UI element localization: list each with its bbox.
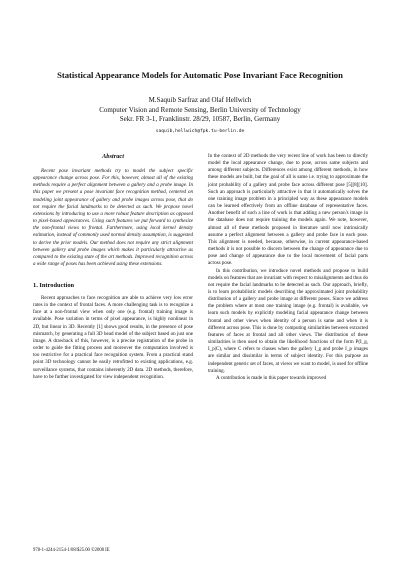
- affiliation-line-1: Computer Vision and Remote Sensing, Berlin University of Technology: [99, 105, 301, 114]
- intro-paragraph: Recent approaches to face recognition are able to achieve very low error rates in the context of frontal faces. A more challenging task is to recognize a face at a non-frontal view when only one (e.g. frontal) training image is available. Pose variation in terms of pixel appearance, is highly nonlinear in 2D, but linear in 3D. Recently [1] shows good results, in the presence of pose mismatch, by generating a full 3D head model of the subject based on just one image. A drawback of this, however, is a precise registration of the probe in order to guide the fitting process and moreover the computation involved is too restrictive for a practical face recognition system. From a practical stand point 3D technology cannot be easily retrofitted to existing applications, e.g. surveillance systems, that contains inherently 2D data. 2D methods, therefore, have to be further investigated for view independent recognition.: [33, 295, 193, 380]
- paper-title: Statistical Appearance Models for Automatic Pose Invariant Face Recognition: [57, 70, 343, 80]
- abstract-text: Recent pose invariant methods try to model the subject specific appearance change across pose. For this, however, almost all of the existing methods require a perfect alignment between a gallery and a probe image. In this paper we present a pose invariant face recognition method, centered on modeling joint appearance of gallery and probe images across pose, that do not require the facial landmarks to be detected as such. We propose novel extensions by introducing to use a more robust feature description as opposed to pixel-based appearances. Using such features we put forward to synthesize the non-frontal views to frontal. Furthermore, using local kernel density estimation, instead of commonly used normal density assumption, is suggested to derive the prior models. Our method does not require any strict alignment between gallery and probe images which makes it particularly attractive as compared to the existing state of the art methods. Improved recognition across a wide range of poses has been achieved using these extensions.: [33, 168, 193, 268]
- author-names: M.Saquib Sarfraz and Olaf Hellwich: [148, 96, 252, 104]
- right-paragraph-3: A contribution is made in this paper towards improved: [216, 374, 327, 381]
- introduction-body: [33, 295, 193, 381]
- author-email: saquib,hellwich@fpk.tu-berlin.de: [155, 128, 245, 134]
- abstract-body: [33, 168, 193, 268]
- copyright-footer: 978-1-4244-2154-1/08/$25.00 ©2008 IE: [33, 548, 110, 553]
- abstract-heading: Abstract: [101, 153, 124, 160]
- right-column: [208, 153, 368, 382]
- affiliation-line-2: Sekr. FR 3-1, Franklinstr. 28/29, 10587, Berlin, Germany: [119, 115, 281, 124]
- right-paragraph-1: In the context of 2D methods the very recent line of work has been to directly model the local appearance change, due to pose, across same subjects and among different subjects. Differences exist among different methods, in how these models are built, but the goal of all is same i.e. trying to approximate the joint probability of a gallery and probe face across different pose [5][8][10]. Such an approach is particularly attractive in that it automatically solves the one training image problem in a principled way as these appearance models can be learned effectively from an offline database of representative faces. Another benefit of such a line of work is that adding a new person's image in the database does not require training the models again. We note, however, almost all of these methods proposed in literature until now intrinsically assume a perfect alignment between a gallery and probe face in each pose. This alignment is needed, because, otherwise, in current appearance-based methods it is not possible to discern between the change of appearance due to pose and change of appearance due to the local movement of facial parts across pose.: [208, 153, 368, 267]
- section-heading-introduction: 1. Introduction: [33, 282, 75, 289]
- author-block: [20, 96, 380, 136]
- right-paragraph-2: In this contribution, we introduce novel methods and propose to build models on features that are invariant with respect to misalignments and thus do not require the facial landmarks to be detected as such. Our approach, briefly, is to learn probabilistic models describing the approximated joint probability distribution of a gallery and probe image at different poses. Since we address the problem where at most one training image (e.g. frontal) is available, we learn such models by explicitly modeling facial appearance change between frontal and other views when identity of a person is same and when it is different across pose. This is done by computing similarities between extracted features of faces at frontal and all other views. The distribution of these similarities is then used to obtain the likelihood functions of the form P(I_g, I_p|C), where C refers to classes when the gallery I_g and probe I_p images are similar and dissimilar in terms of subject identity. For this purpose an independent generic set of faces, at views we want to model, is used for offline training.: [208, 267, 368, 374]
